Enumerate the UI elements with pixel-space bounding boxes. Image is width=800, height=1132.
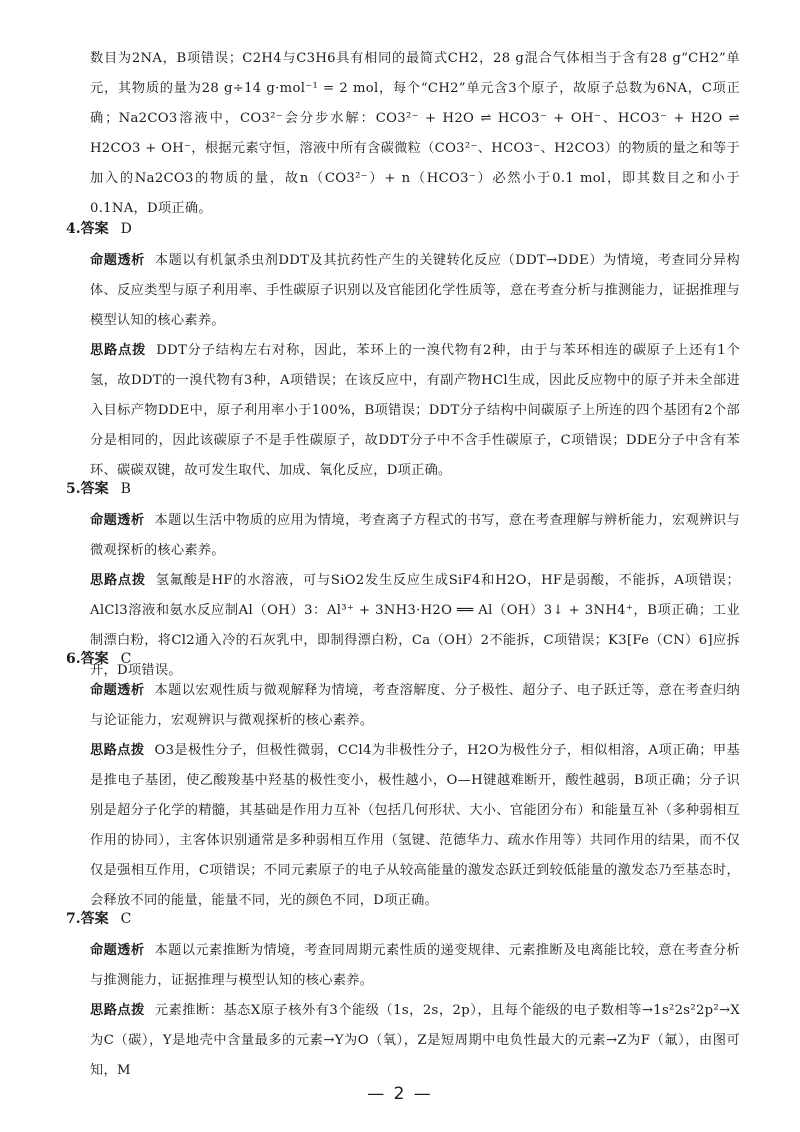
page-number: — 2 — bbox=[367, 1084, 433, 1104]
keyword-label: 命题透析 bbox=[90, 513, 145, 528]
keyword-label: 思路点拨 bbox=[90, 573, 146, 588]
answer-line-4 bbox=[66, 216, 132, 242]
keyword-label: 思路点拨 bbox=[90, 1003, 145, 1018]
answer-value: D bbox=[120, 221, 132, 237]
answer-line-5 bbox=[66, 476, 131, 502]
question-number: 4. bbox=[66, 221, 81, 237]
keyword-label: 命题透析 bbox=[90, 253, 145, 268]
hint-paragraph-5: 思路点拨 氢氟酸是HF的水溶液，可与SiO2发生反应生成SiF4和H2O，HF是弱酸，不能拆，A项错误；AlCl3溶液和氨水反应制Al（OH）3：Al³⁺ + 3NH3·H2O ══ Al（OH）3↓ + 3NH4⁺，B项正确；工业制漂白粉，将Cl2通入冷的石灰乳中，即制得漂白粉，Ca（OH）2不能拆，C项错误；K3[Fe（CN）6]应拆开，D项错误。 bbox=[90, 573, 741, 678]
hint-paragraph-4: 思路点拨 DDT分子结构左右对称，因此，苯环上的一溴代物有2种，由于与苯环相连的碳原子上还有1个氢，故DDT的一溴代物有3种，A项错误；在该反应中，有副产物HCl生成，因此反应物中的原子并未全部进入目标产物DDE中，原子利用率小于100%，B项错误；DDT分子结构中间碳原子上所连的四个基团有2个部分是相同的，因此该碳原子不是手性碳原子，故DDT分子中不含手性碳原子，C项错误；DDE分子中含有苯环、碳碳双键，故可发生取代、加成、氧化反应，D项正确。 bbox=[90, 343, 740, 478]
answer-label: 答案 bbox=[80, 911, 109, 927]
answer-line-7 bbox=[66, 906, 131, 932]
answer-value: C bbox=[120, 911, 132, 927]
answer-line-6 bbox=[66, 646, 131, 672]
hint-paragraph-7: 思路点拨 元素推断：基态X原子核外有3个能级（1s，2s，2p），且每个能级的电子数相等→1s²2s²2p²→X为C（碳），Y是地壳中含量最多的元素→Y为O（氧），Z是短周期中电负性最大的元素→Z为F（氟），由图可知，M bbox=[90, 1003, 741, 1078]
question-number: 7. bbox=[66, 911, 81, 927]
hint-paragraph-6: 思路点拨 O3是极性分子，但极性微弱，CCl4为非极性分子，H2O为极性分子，相似相溶，A项正确；甲基是推电子基团，使乙酸羧基中羟基的极性变小，极性越小，O—H键越难断开，酸性越弱，B项正确；分子识别是超分子化学的精髓，其基础是作用力互补（包括几何形状、大小、官能团分布）和能量互补（多种弱相互作用的协同），主客体识别通常是多种弱相互作用（氢键、范德华力、疏水作用等）共同作用的结果，而不仅仅是强相互作用，C项错误；不同元素原子的电子从较高能量的激发态跃迁到较低能量的激发态乃至基态时，会释放不同的能量，能量不同，光的颜色不同，D项正确。 bbox=[90, 743, 741, 908]
analysis-paragraph-6: 命题透析 本题以宏观性质与微观解释为情境，考查溶解度、分子极性、超分子、电子跃迁等，意在考查归纳与论证能力，宏观辨识与微观探析的核心素养。 bbox=[90, 683, 740, 728]
keyword-label: 命题透析 bbox=[90, 683, 145, 698]
answer-label: 答案 bbox=[80, 221, 109, 237]
answer-value: B bbox=[120, 481, 131, 497]
keyword-label: 命题透析 bbox=[90, 943, 145, 958]
analysis-paragraph-4: 命题透析 本题以有机氯杀虫剂DDT及其抗药性产生的关键转化反应（DDT→DDE）为情境，考查同分异构体、反应类型与原子利用率、手性碳原子识别以及官能团化学性质等，意在考查分析与推测能力，证据推理与模型认知的核心素养。 bbox=[90, 253, 740, 328]
keyword-label: 思路点拨 bbox=[90, 743, 145, 758]
analysis-paragraph-5: 命题透析 本题以生活中物质的应用为情境，考查离子方程式的书写，意在考查理解与辨析能力，宏观辨识与微观探析的核心素养。 bbox=[90, 513, 740, 558]
answer-label: 答案 bbox=[80, 481, 109, 497]
answer-label: 答案 bbox=[80, 651, 109, 667]
answer-value: C bbox=[120, 651, 132, 667]
analysis-paragraph-7: 命题透析 本题以元素推断为情境，考查同周期元素性质的递变规律、元素推断及电离能比较，意在考查分析与推测能力，证据推理与模型认知的核心素养。 bbox=[90, 943, 740, 988]
keyword-label: 思路点拨 bbox=[90, 343, 147, 358]
paragraph-continuation: 数目为2NA，B项错误；C2H4与C3H6具有相同的最简式CH2，28 g混合气体相当于含有28 g“CH2”单元，其物质的量为28 g÷14 g·mol⁻¹ = 2 mol，每个“CH2”单元含3个原子，故原子总数为6NA，C项正确；Na2CO3溶液中，CO3²⁻会分步水解：CO3²⁻ + H2O ⇌ HCO3⁻ + OH⁻、HCO3⁻ + H2O ⇌ H2CO3 + OH⁻，根据元素守恒，溶液中所有含碳微粒（CO3²⁻、HCO3⁻、H2CO3）的物质的量之和等于加入的Na2CO3的物质的量，故n（CO3²⁻）+ n（HCO3⁻）必然小于0.1 mol，即其数目之和小于0.1NA，D项正确。 bbox=[90, 51, 740, 216]
question-number: 6. bbox=[66, 651, 81, 667]
question-number: 5. bbox=[66, 481, 81, 497]
